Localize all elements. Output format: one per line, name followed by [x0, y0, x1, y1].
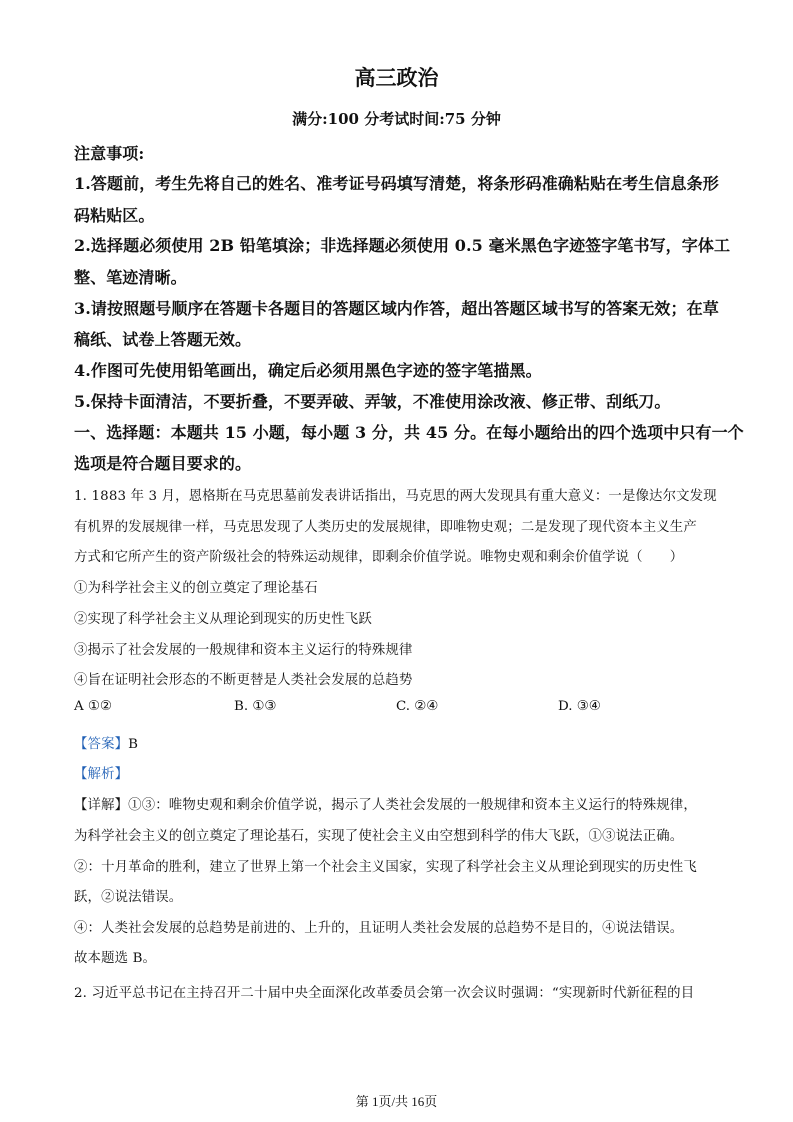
detail-line: ②：十月革命的胜利，建立了世界上第一个社会主义国家，实现了科学社会主义从理论到现实的历史性飞	[74, 860, 697, 875]
notice-line: 2.选择题必须使用 2B 铅笔填涂；非选择题必须使用 0.5 毫米黑色字迹签字笔书写，字体工	[74, 236, 731, 255]
option-d: D. ③④	[558, 699, 601, 714]
statement-item: ④旨在证明社会形态的不断更替是人类社会发展的总趋势	[74, 673, 413, 688]
analysis-line	[74, 763, 128, 782]
detail-line: 为科学社会主义的创立奠定了理论基石，实现了使社会主义由空想到科学的伟大飞跃，①③说法正确。	[74, 829, 684, 844]
question-stem: 有机界的发展规律一样，马克思发现了人类历史的发展规律，即唯物史观；二是发现了现代资本主义生产	[74, 520, 697, 535]
notice-line: 5.保持卡面清洁，不要折叠，不要弄破、弄皱，不准使用涂改液、修正带、刮纸刀。	[74, 392, 671, 411]
notice-line: 稿纸、试卷上答题无效。	[74, 330, 252, 349]
answer-tag: 【答案】	[74, 737, 129, 752]
option-b: B. ①③	[234, 699, 277, 714]
section-heading: 选项是符合题目要求的。	[74, 454, 252, 473]
detail-line: ④：人类社会发展的总趋势是前进的、上升的，且证明人类社会发展的总趋势不是目的，④说法错误。	[74, 921, 684, 936]
notice-line: 4.作图可先使用铅笔画出，确定后必须用黑色字迹的签字笔描黑。	[74, 361, 542, 380]
option-a: A ①②	[74, 699, 112, 714]
question-stem: 2. 习近平总书记在主持召开二十届中央全面深化改革委员会第一次会议时强调：“实现新时代新征程的目	[74, 986, 695, 1001]
question-stem: 1. 1883 年 3 月，恩格斯在马克思墓前发表讲话指出，马克思的两大发现具有重大意义：一是像达尔文发现	[74, 489, 717, 504]
option-c: C. ②④	[396, 699, 439, 714]
statement-item: ②实现了科学社会主义从理论到现实的历史性飞跃	[74, 612, 372, 627]
detail-tag: 【详解】	[74, 798, 129, 813]
detail-text: ①③：唯物史观和剩余价值学说，揭示了人类社会发展的一般规律和资本主义运行的特殊规律，	[128, 798, 697, 813]
notice-line: 3.请按照题号顺序在答题卡各题目的答题区域内作答，超出答题区域书写的答案无效；在草	[74, 299, 719, 318]
notice-line: 1.答题前，考生先将自己的姓名、准考证号码填写清楚，将条形码准确粘贴在考生信息条形	[74, 174, 719, 193]
detail-line	[74, 794, 697, 813]
answer-line	[74, 733, 138, 752]
page-footer: 第 1页/共 16页	[355, 1094, 438, 1109]
notice-line: 码粘贴区。	[74, 206, 155, 225]
conclusion-line: 故本题选 B。	[74, 951, 157, 966]
answer-value: B	[128, 737, 139, 752]
detail-line: 跃，②说法错误。	[74, 890, 183, 905]
notice-line: 整、笔迹清晰。	[74, 268, 187, 287]
statement-item: ③揭示了社会发展的一般规律和资本主义运行的特殊规律	[74, 643, 413, 658]
notice-heading: 注意事项:	[74, 144, 145, 163]
question-stem: 方式和它所产生的资产阶级社会的特殊运动规律，即剩余价值学说。唯物史观和剩余价值学说（ ）	[74, 550, 684, 565]
exam-info: 满分:100 分考试时间:75 分钟	[292, 110, 501, 128]
statement-item: ①为科学社会主义的创立奠定了理论基石	[74, 581, 318, 596]
page-title: 高三政治	[354, 66, 439, 90]
section-heading: 一、选择题：本题共 15 小题，每小题 3 分，共 45 分。在每小题给出的四个选项中只有一个	[74, 423, 744, 442]
analysis-tag: 【解析】	[74, 767, 129, 782]
